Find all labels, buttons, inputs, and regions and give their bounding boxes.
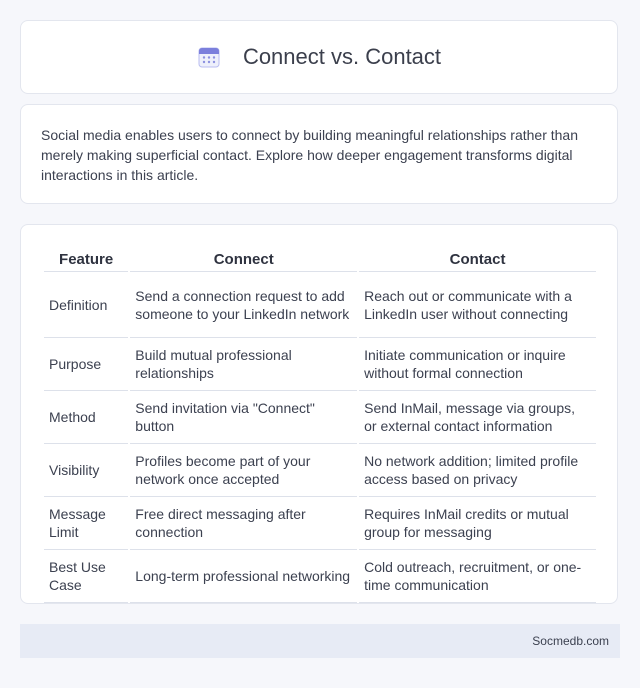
cell-contact: Cold outreach, recruitment, or one-time communication: [359, 550, 596, 603]
header-connect: Connect: [130, 247, 357, 272]
cell-connect: Build mutual professional relationships: [130, 338, 357, 391]
intro-text: Social media enables users to connect by building meaningful relationships rather than merely making superficial contact. Explore how deeper engagement transforms digital interactions in this article.: [41, 127, 578, 183]
table-row: [44, 497, 596, 550]
intro-card: [20, 104, 618, 204]
cell-feature: Best Use Case: [44, 550, 128, 603]
cell-contact: Reach out or communicate with a LinkedIn user without connecting: [359, 272, 596, 338]
calendar-icon: [197, 45, 221, 69]
cell-connect: Free direct messaging after connection: [130, 497, 357, 550]
cell-contact: No network addition; limited profile access based on privacy: [359, 444, 596, 497]
source-label: Socmedb.com: [532, 634, 609, 648]
cell-connect: Send invitation via "Connect" button: [130, 391, 357, 444]
header-feature: Feature: [44, 247, 128, 272]
table-row: [44, 550, 596, 603]
comparison-table: [42, 247, 598, 603]
page-title: Connect vs. Contact: [242, 44, 442, 69]
cell-feature: Definition: [44, 272, 128, 338]
cell-feature: Purpose: [44, 338, 128, 391]
title-card: [20, 20, 618, 94]
table-card: [20, 224, 618, 604]
cell-contact: Initiate communication or inquire without formal connection: [359, 338, 596, 391]
cell-connect: Send a connection request to add someone to your LinkedIn network: [130, 272, 357, 338]
cell-feature: Method: [44, 391, 128, 444]
cell-connect: Long-term professional networking: [130, 550, 357, 603]
cell-feature: Visibility: [44, 444, 128, 497]
table-header-row: [44, 247, 596, 272]
cell-contact: Send InMail, message via groups, or external contact information: [359, 391, 596, 444]
table-row: [44, 272, 596, 338]
table-row: [44, 338, 596, 391]
cell-contact: Requires InMail credits or mutual group for messaging: [359, 497, 596, 550]
cell-feature: Message Limit: [44, 497, 128, 550]
table-row: [44, 444, 596, 497]
table-row: [44, 391, 596, 444]
cell-connect: Profiles become part of your network once accepted: [130, 444, 357, 497]
header-contact: Contact: [359, 247, 596, 272]
footer: [20, 624, 620, 658]
